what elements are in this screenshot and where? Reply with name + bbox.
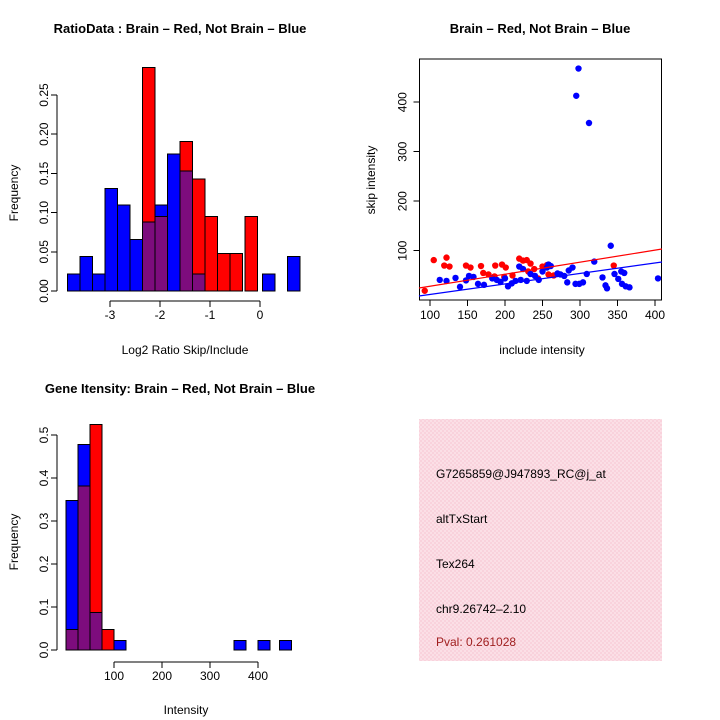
svg-text:250: 250: [532, 308, 553, 322]
gene-histogram-ylabel: Frequency: [7, 513, 21, 571]
scatter-points: [422, 65, 662, 294]
intensity-scatter-xlabel: include intensity: [499, 343, 585, 357]
svg-text:-1: -1: [204, 308, 216, 322]
svg-text:-2: -2: [154, 308, 166, 322]
svg-text:350: 350: [607, 308, 628, 322]
svg-text:0.5: 0.5: [37, 426, 51, 444]
gene-info-card: [419, 419, 662, 661]
ratio-histogram-panel: [0, 0, 360, 360]
gene-histogram-xlabel: Intensity: [163, 703, 209, 717]
plot-box: [419, 59, 661, 300]
intensity-scatter-canvas: [360, 0, 720, 360]
svg-text:0.0: 0.0: [37, 641, 51, 659]
ratio-histogram-ylabel: Frequency: [7, 164, 21, 222]
event-type-text: altTxStart: [436, 512, 488, 526]
ratio-histogram-xlabel: Log2 Ratio Skip/Include: [121, 343, 249, 357]
svg-text:0: 0: [256, 308, 264, 322]
ratio-histogram-canvas: [0, 0, 360, 360]
svg-text:200: 200: [494, 308, 516, 322]
histogram-bars: [66, 425, 292, 650]
probe-id-text: G7265859@J947893_RC@j_at: [436, 467, 606, 481]
pval-text: Pval: 0.261028: [436, 635, 517, 649]
gene-histogram-panel: [0, 360, 360, 720]
gene-histogram-title: Gene Itensity: Brain – Red, Not Brain – Blue: [44, 381, 316, 396]
svg-text:0.3: 0.3: [37, 512, 51, 530]
histogram-bars: [68, 68, 301, 291]
svg-text:0.1: 0.1: [37, 598, 51, 616]
svg-text:400: 400: [395, 92, 410, 113]
svg-text:200: 200: [151, 669, 173, 683]
gene-name-text: Tex264: [436, 557, 475, 571]
svg-text:300: 300: [395, 141, 410, 162]
svg-text:0.10: 0.10: [37, 200, 51, 225]
svg-text:300: 300: [199, 669, 221, 683]
svg-text:200: 200: [395, 191, 410, 212]
svg-text:0.15: 0.15: [37, 161, 51, 186]
svg-text:100: 100: [395, 240, 410, 261]
gene-histogram-canvas: [0, 360, 360, 720]
svg-text:400: 400: [247, 669, 269, 683]
svg-text:0.20: 0.20: [37, 122, 51, 146]
svg-text:150: 150: [457, 308, 478, 322]
intensity-scatter-panel: [360, 0, 720, 360]
svg-text:100: 100: [419, 308, 441, 322]
svg-text:400: 400: [644, 308, 666, 322]
chromosome-location-text: chr9.26742–2.10: [436, 602, 527, 616]
svg-text:0.00: 0.00: [37, 279, 51, 303]
svg-text:0.05: 0.05: [37, 240, 51, 264]
intensity-scatter-ylabel: skip intensity: [364, 145, 378, 215]
svg-text:300: 300: [569, 308, 591, 322]
svg-text:0.25: 0.25: [37, 83, 51, 107]
svg-text:100: 100: [103, 669, 125, 683]
svg-text:-3: -3: [104, 308, 116, 322]
svg-text:0.4: 0.4: [37, 469, 51, 487]
ratio-histogram-title: RatioData : Brain – Red, Not Brain – Blue: [53, 21, 307, 36]
gene-info-panel: [360, 360, 720, 720]
svg-text:0.2: 0.2: [37, 555, 51, 573]
intensity-scatter-title: Brain – Red, Not Brain – Blue: [449, 21, 631, 36]
